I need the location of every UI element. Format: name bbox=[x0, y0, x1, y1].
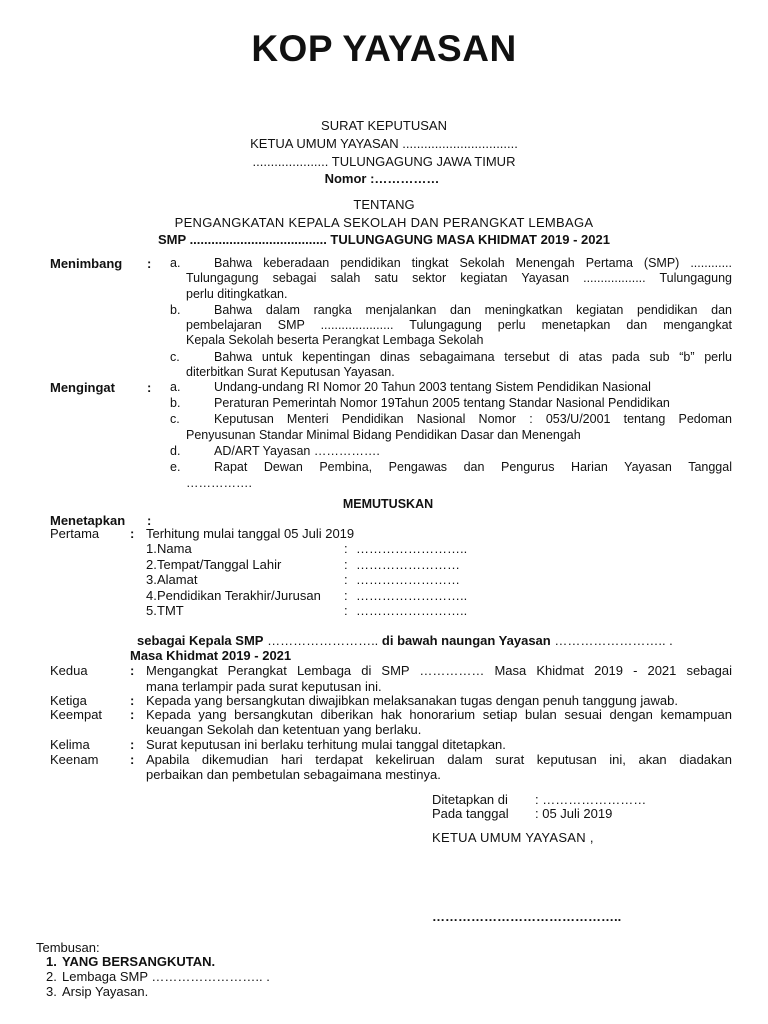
keempat-line-1: Kepada yang bersangkutan diberikan hak honorarium setiap bulan sesuai dengan kemampuan bbox=[146, 707, 732, 722]
keempat-colon: : bbox=[130, 707, 135, 722]
menimbang-a-letter: a. bbox=[170, 256, 181, 270]
pertama-label: Pertama bbox=[50, 526, 100, 541]
kedua-label: Kedua bbox=[50, 663, 88, 678]
field-pendidikan-value: …………………….. bbox=[356, 588, 468, 603]
mengingat-b-text: Peraturan Pemerintah Nomor 19Tahun 2005 tentang Standar Nasional Pendidikan bbox=[214, 396, 670, 410]
sebagai-line: sebagai Kepala SMP …………………….. di bawah naungan Yayasan …………………….. . bbox=[137, 633, 673, 648]
field-alamat-label: Alamat bbox=[157, 572, 198, 587]
kelima-text: Surat keputusan ini berlaku terhitung mulai tanggal ditetapkan. bbox=[146, 737, 506, 752]
tembusan-2-text: Lembaga SMP …………………….. . bbox=[62, 969, 270, 984]
kedua-line-2: mana terlampir pada surat keputusan ini. bbox=[146, 679, 382, 694]
mengingat-e-letter: e. bbox=[170, 460, 181, 474]
kedua-line-1: Mengangkat Perangkat Lembaga di SMP …………… Masa Khidmat 2019 - 2021 sebagai bbox=[146, 663, 732, 678]
field-ttl-colon: : bbox=[344, 557, 348, 572]
ketua-umum-line: KETUA UMUM YAYASAN ................................ bbox=[250, 136, 518, 151]
field-nama-value: …………………….. bbox=[356, 541, 468, 556]
field-pendidikan-label: Pendidikan Terakhir/Jurusan bbox=[157, 588, 321, 603]
menimbang-b-line-2: pembelajaran SMP ..................... Tulungagung perlu menetapkan dan mengangkat bbox=[186, 318, 732, 332]
menimbang-b-letter: b. bbox=[170, 303, 181, 317]
field-ttl-no: 2. bbox=[146, 557, 157, 572]
field-alamat-colon: : bbox=[344, 572, 348, 587]
keenam-colon: : bbox=[130, 752, 135, 767]
tembusan-1-text: YANG BERSANGKUTAN. bbox=[62, 954, 216, 969]
ketiga-label: Ketiga bbox=[50, 693, 87, 708]
doc-title: SURAT KEPUTUSAN bbox=[321, 118, 447, 133]
mengingat-label: Mengingat bbox=[50, 380, 115, 395]
subject-line-1: PENGANGKATAN KEPALA SEKOLAH DAN PERANGKAT LEMBAGA bbox=[174, 215, 594, 230]
menimbang-a-line-3: perlu ditingkatkan. bbox=[186, 287, 288, 301]
menimbang-a-line-2: Tulungagung sebagai salah satu sektor kegiatan Yayasan .................. Tulungagung bbox=[186, 271, 732, 285]
field-pendidikan-no: 4. bbox=[146, 588, 157, 603]
field-nama-label: Nama bbox=[157, 541, 192, 556]
subject-line-2: SMP ...................................... TULUNGAGUNG MASA KHIDMAT 2019 - 2021 bbox=[158, 232, 610, 247]
keenam-label: Keenam bbox=[50, 752, 99, 767]
mengingat-colon: : bbox=[147, 380, 152, 395]
menetapkan-label: Menetapkan bbox=[50, 513, 126, 528]
menimbang-c-line-1: Bahwa untuk kepentingan dinas sebagaimana tersebut di atas pada sub “b” perlu bbox=[214, 350, 732, 364]
ketiga-colon: : bbox=[130, 693, 135, 708]
masa-khidmat-line: Masa Khidmat 2019 - 2021 bbox=[130, 648, 292, 663]
keenam-line-1: Apabila dikemudian hari terdapat kekeliruan dalam surat keputusan ini, akan diadakan bbox=[146, 752, 732, 767]
mengingat-d-text: AD/ART Yayasan ……………. bbox=[214, 444, 380, 458]
field-alamat-value: …………………… bbox=[356, 572, 460, 587]
nomor-line: Nomor :…………… bbox=[324, 171, 440, 186]
kelima-colon: : bbox=[130, 737, 135, 752]
field-tmt-colon: : bbox=[344, 603, 348, 618]
keempat-line-2: keuangan Sekolah dan ketentuan yang berlaku. bbox=[146, 722, 422, 737]
mengingat-a-text: Undang-undang RI Nomor 20 Tahun 2003 tentang Sistem Pendidikan Nasional bbox=[214, 380, 651, 394]
mengingat-c-line-2: Penyusunan Standar Minimal Bidang Pendidikan Dasar dan Menengah bbox=[186, 428, 581, 442]
tanggal-value: : 05 Juli 2019 bbox=[535, 806, 613, 821]
field-ttl-label: Tempat/Tanggal Lahir bbox=[157, 557, 282, 572]
field-alamat-no: 3. bbox=[146, 572, 157, 587]
mengingat-c-letter: c. bbox=[170, 412, 180, 426]
mengingat-e-line-2: ……………. bbox=[186, 476, 252, 490]
tentang-heading: TENTANG bbox=[353, 197, 415, 212]
pertama-text: Terhitung mulai tanggal 05 Juli 2019 bbox=[146, 526, 355, 541]
tembusan-3-no: 3. bbox=[46, 984, 57, 999]
keempat-label: Keempat bbox=[50, 707, 103, 722]
field-nama-colon: : bbox=[344, 541, 348, 556]
tulungagung-line: ..................... TULUNGAGUNG JAWA TIMUR bbox=[252, 154, 516, 169]
pertama-colon: : bbox=[130, 526, 135, 541]
mengingat-e-line-1: Rapat Dewan Pembina, Pengawas dan Pengurus Harian Yayasan Tanggal bbox=[214, 460, 732, 474]
kelima-label: Kelima bbox=[50, 737, 90, 752]
tembusan-2-no: 2. bbox=[46, 969, 57, 984]
keenam-line-2: perbaikan dan pembetulan sebagaimana mestinya. bbox=[146, 767, 441, 782]
menimbang-b-line-1: Bahwa dalam rangka menjalankan dan meningkatkan kegiatan pendidikan dan bbox=[214, 303, 732, 317]
field-nama-no: 1. bbox=[146, 541, 157, 556]
tanggal-label: Pada tanggal bbox=[432, 806, 509, 821]
field-pendidikan-colon: : bbox=[344, 588, 348, 603]
menimbang-label: Menimbang bbox=[50, 256, 123, 271]
menimbang-b-line-3: Kepala Sekolah beserta Perangkat Lembaga Sekolah bbox=[186, 333, 484, 347]
menimbang-colon: : bbox=[147, 256, 152, 271]
field-tmt-no: 5. bbox=[146, 603, 157, 618]
menimbang-a-line-1: Bahwa keberadaan pendidikan tingkat Sekolah Menengah Pertama (SMP) ............ bbox=[214, 256, 732, 270]
memutuskan-heading: MEMUTUSKAN bbox=[342, 497, 434, 511]
ditetapkan-value: : …………………… bbox=[535, 792, 647, 807]
field-ttl-value: …………………… bbox=[356, 557, 460, 572]
ketiga-text: Kepada yang bersangkutan diwajibkan melaksanakan tugas dengan penuh tanggung jawab. bbox=[146, 693, 678, 708]
tembusan-3-text: Arsip Yayasan. bbox=[62, 984, 149, 999]
kop-yayasan-title: KOP YAYASAN bbox=[251, 28, 517, 69]
tembusan-1-no: 1. bbox=[46, 954, 57, 969]
mengingat-a-letter: a. bbox=[170, 380, 181, 394]
menimbang-c-line-2: diterbitkan Surat Keputusan Yayasan. bbox=[186, 365, 395, 379]
menetapkan-colon: : bbox=[147, 513, 152, 528]
mengingat-b-letter: b. bbox=[170, 396, 181, 410]
tembusan-label: Tembusan: bbox=[36, 940, 100, 955]
mengingat-d-letter: d. bbox=[170, 444, 181, 458]
ditetapkan-label: Ditetapkan di bbox=[432, 792, 508, 807]
menimbang-c-letter: c. bbox=[170, 350, 180, 364]
signature-name-line: …………………………………….. bbox=[432, 909, 622, 924]
field-tmt-label: TMT bbox=[157, 603, 184, 618]
field-tmt-value: …………………….. bbox=[356, 603, 468, 618]
mengingat-c-line-1: Keputusan Menteri Pendidikan Nasional Nomor : 053/U/2001 tentang Pedoman bbox=[214, 412, 732, 426]
jabatan-ketua: KETUA UMUM YAYASAN , bbox=[432, 830, 594, 845]
kedua-colon: : bbox=[130, 663, 135, 678]
